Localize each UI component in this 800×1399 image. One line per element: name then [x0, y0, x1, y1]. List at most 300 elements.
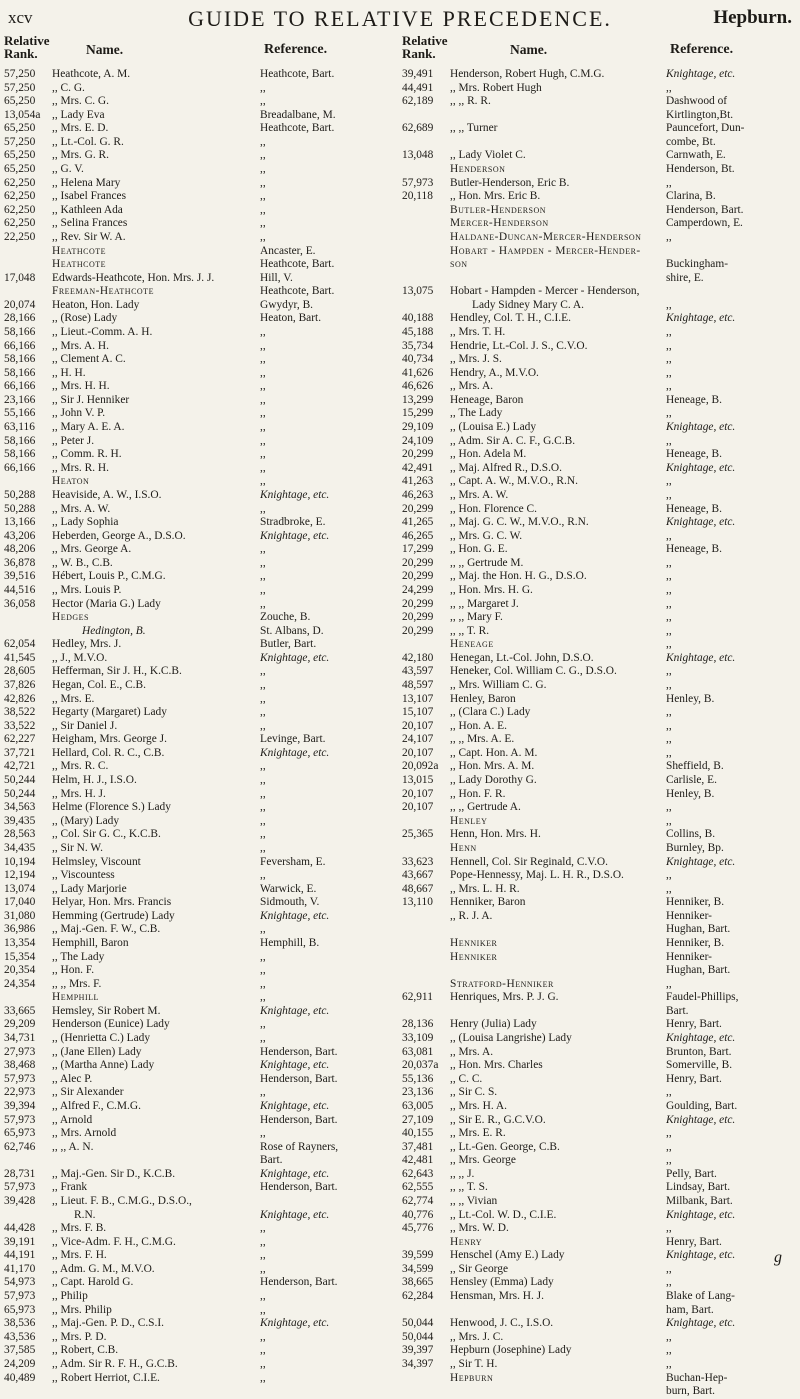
precedence-entry — [4, 367, 396, 381]
reference-value: ,, — [666, 611, 672, 624]
precedence-entry — [4, 353, 396, 367]
reference-value: ,, — [666, 1154, 672, 1167]
precedence-entry — [4, 842, 396, 856]
reference-value: ,, — [666, 230, 672, 243]
entry-name: Henwood, J. C., I.S.O. — [450, 1317, 554, 1330]
precedence-entry — [402, 760, 794, 774]
entry-name: ,, Mrs. W. D. — [450, 1222, 509, 1235]
entry-name: ,, Mrs. A. H. — [52, 339, 109, 352]
entry-name: ,, Lady Marjorie — [52, 882, 127, 895]
precedence-entry — [402, 1317, 794, 1331]
precedence-entry — [4, 1344, 396, 1358]
precedence-entry — [4, 149, 396, 163]
precedence-entry — [4, 991, 396, 1005]
rank-value: 39,428 — [4, 1194, 36, 1207]
precedence-entry — [4, 747, 396, 761]
precedence-entry — [4, 462, 396, 476]
rank-value: 58,166 — [4, 366, 36, 379]
precedence-entry — [4, 1209, 396, 1223]
rank-value: 39,491 — [402, 68, 434, 80]
rank-value: 46,265 — [402, 529, 434, 542]
precedence-entry — [402, 869, 794, 883]
rank-value: 43,597 — [402, 665, 434, 678]
precedence-entry — [4, 1222, 396, 1236]
rank-value — [402, 923, 450, 937]
rank-value: 13,110 — [402, 896, 433, 909]
reference-value: Knightage, etc. — [260, 1004, 330, 1017]
reference-value: ,, — [260, 95, 266, 108]
rank-value: 13,107 — [402, 692, 434, 705]
entry-name: Hemming (Gertrude) Lady — [52, 909, 175, 922]
precedence-entry — [4, 1114, 396, 1128]
rank-value: 66,166 — [4, 339, 36, 352]
precedence-entry — [4, 760, 396, 774]
rank-value: 17,299 — [402, 543, 434, 556]
entry-name: Lady Sidney Mary C. A. — [472, 298, 584, 311]
entry-name: ,, Lady Eva — [52, 108, 105, 121]
entry-name: Henley, Baron — [450, 692, 516, 705]
rank-value: 33,109 — [402, 1032, 434, 1045]
entry-name: Hedley, Mrs. J. — [52, 638, 122, 651]
precedence-entry — [402, 991, 794, 1005]
precedence-entry — [402, 557, 794, 571]
precedence-entry — [4, 978, 396, 992]
reference-value: ,, — [666, 325, 672, 338]
entry-name: ,, Mrs. E. R. — [450, 1127, 506, 1140]
precedence-entry — [402, 1290, 794, 1304]
entry-name: ,, Mrs. George A. — [52, 543, 132, 556]
entry-name: ,, Mrs. William C. G. — [450, 679, 547, 692]
precedence-entry — [402, 217, 794, 231]
rank-value: 62,189 — [402, 95, 434, 108]
rank-value — [402, 109, 450, 123]
entry-name: ,, The Lady — [52, 950, 105, 963]
precedence-entry — [402, 652, 794, 666]
precedence-entry — [4, 733, 396, 747]
reference-value: ,, — [260, 977, 266, 990]
rank-value: 57,973 — [4, 1290, 36, 1303]
precedence-entry — [402, 665, 794, 679]
entry-name: Heathcote — [52, 258, 107, 271]
reference-value: ,, — [260, 393, 266, 406]
entry-name: ,, Hon. A. E. — [450, 719, 507, 732]
reference-value: ,, — [260, 950, 266, 963]
reference-value: ,, — [260, 1290, 266, 1303]
entry-name: ,, (Louisa E.) Lady — [450, 421, 537, 434]
precedence-entry — [4, 516, 396, 530]
reference-value: ,, — [666, 977, 672, 990]
rank-value — [402, 978, 450, 992]
precedence-entry — [402, 489, 794, 503]
entry-name — [450, 109, 666, 123]
precedence-entry — [4, 720, 396, 734]
entry-name: ,, Adm. Sir A. C. F., G.C.B. — [450, 434, 576, 447]
precedence-entry — [402, 1181, 794, 1195]
precedence-entry — [4, 598, 396, 612]
reference-value: Ancaster, E. — [260, 244, 316, 257]
reference-value: Carlisle, E. — [666, 774, 717, 787]
rank-value: 40,734 — [402, 353, 434, 366]
reference-value: ,, — [260, 407, 266, 420]
entry-name: ,, Comm. R. H. — [52, 448, 122, 461]
reference-value: ,, — [260, 597, 266, 610]
reference-value: ,, — [260, 176, 266, 189]
rank-value: 28,731 — [4, 1167, 36, 1180]
reference-value: Warwick, E. — [260, 882, 317, 895]
reference-value: ,, — [260, 1086, 266, 1099]
reference-value: ,, — [260, 570, 266, 583]
precedence-entry — [402, 407, 794, 421]
entry-name: ,, Philip — [52, 1290, 88, 1303]
rank-value: 62,911 — [402, 991, 433, 1004]
precedence-entry — [402, 163, 794, 177]
precedence-entry — [402, 978, 794, 992]
entry-name: ,, Sir Daniel J. — [52, 719, 118, 732]
precedence-entry — [402, 815, 794, 829]
reference-value: Knightage, etc. — [666, 1113, 736, 1126]
reference-value: ,, — [260, 448, 266, 461]
reference-value: Kirtlington,Bt. — [666, 108, 734, 121]
rank-value — [402, 638, 450, 652]
entry-name: ,, Lady Sophia — [52, 516, 119, 529]
entry-name: Hedington, B. — [82, 624, 146, 637]
entry-name: Henniker — [450, 937, 498, 949]
reference-value: Henderson, Bart. — [260, 1181, 338, 1194]
entry-name: ,, ,, Mrs. F. — [52, 977, 102, 990]
entry-name: ,, John V. P. — [52, 407, 106, 420]
precedence-entry — [4, 1154, 396, 1168]
reference-value: Heathcote, Bart. — [260, 122, 335, 135]
entry-name: Hendry, A., M.V.O. — [450, 366, 539, 379]
precedence-entry — [4, 625, 396, 639]
reference-value: ,, — [666, 407, 672, 420]
precedence-entry — [4, 869, 396, 883]
precedence-entry — [402, 1222, 794, 1236]
rank-value: 13,075 — [402, 285, 434, 298]
reference-value: Henderson, Bart. — [260, 1045, 338, 1058]
entry-name: Hefferman, Sir J. H., K.C.B. — [52, 665, 182, 678]
entry-name: Henniker, Baron — [450, 896, 526, 909]
rank-value: 65,250 — [4, 163, 36, 176]
reference-value: Knightage, etc. — [666, 1249, 736, 1262]
entry-name: ,, Mrs. F. H. — [52, 1249, 107, 1262]
precedence-entry — [402, 503, 794, 517]
rank-value: 42,826 — [4, 692, 36, 705]
precedence-entry — [4, 638, 396, 652]
rank-value: 28,605 — [4, 665, 36, 678]
precedence-entry — [402, 584, 794, 598]
rank-value: 41,263 — [402, 475, 434, 488]
precedence-entry — [402, 1005, 794, 1019]
rank-value: 34,599 — [402, 1262, 434, 1275]
precedence-entry — [402, 910, 794, 924]
reference-value: ,, — [260, 679, 266, 692]
reference-value: ,, — [260, 760, 266, 773]
rank-value: 43,667 — [402, 869, 434, 882]
rank-value: 57,250 — [4, 135, 36, 148]
entry-name: ,, Arnold — [52, 1113, 93, 1126]
reference-value: ,, — [260, 706, 266, 719]
rank-value — [402, 163, 450, 177]
entry-name: Henley — [450, 814, 488, 827]
entry-name: ,, Sir George — [450, 1262, 508, 1275]
rank-value: 50,244 — [4, 787, 36, 800]
reference-value: ,, — [260, 1032, 266, 1045]
reference-value: Bart. — [260, 1154, 283, 1167]
entry-name: Heberden, George A., D.S.O. — [52, 529, 186, 542]
entry-name: ,, Maj. Alfred R., D.S.O. — [450, 461, 563, 474]
rank-value: 29,209 — [4, 1018, 36, 1031]
entry-name: ,, Helena Mary — [52, 176, 121, 189]
reference-value: Clarina, B. — [666, 190, 716, 203]
precedence-entry — [402, 923, 794, 937]
entry-name: Haldane-Duncan-Mercer-Henderson — [450, 230, 642, 243]
precedence-entry — [4, 1005, 396, 1019]
reference-value: burn, Bart. — [666, 1385, 716, 1398]
precedence-entry — [4, 231, 396, 245]
precedence-entry — [402, 1018, 794, 1032]
reference-value: ,, — [260, 1235, 266, 1248]
rank-value: 12,194 — [4, 869, 36, 882]
rank-value — [4, 625, 52, 639]
rank-value — [4, 611, 52, 625]
precedence-entry — [402, 1263, 794, 1277]
reference-value: Bart. — [666, 1004, 689, 1017]
rank-value: 38,522 — [4, 706, 36, 719]
entry-name: ,, (Rose) Lady — [52, 312, 118, 325]
reference-value: ,, — [666, 597, 672, 610]
precedence-entry — [4, 1073, 396, 1087]
precedence-entry — [4, 95, 396, 109]
precedence-entry — [402, 1114, 794, 1128]
entry-name: ,, Hon. Florence C. — [450, 502, 537, 515]
entry-name: Heaton, Hon. Lady — [52, 298, 140, 311]
entry-name: ,, Mrs. Robert Hugh — [450, 81, 542, 94]
precedence-entry — [402, 1100, 794, 1114]
rank-value — [402, 245, 450, 259]
rank-value: 55,166 — [4, 407, 36, 420]
reference-value: ,, — [260, 135, 266, 148]
rank-value: 33,665 — [4, 1004, 36, 1017]
reference-value: Henniker- — [666, 950, 712, 963]
reference-value: ,, — [666, 719, 672, 732]
entry-name: ,, Lt.-Col. W. D., C.I.E. — [450, 1208, 557, 1221]
reference-value: Heneage, B. — [666, 543, 722, 556]
entry-name: ,, Hon. Mrs. Charles — [450, 1059, 543, 1072]
rank-value: 40,489 — [4, 1371, 36, 1384]
entry-name: Hemphill — [52, 991, 99, 1004]
reference-value: Heneage, B. — [666, 502, 722, 515]
rank-value: 34,397 — [402, 1357, 434, 1370]
rank-value: 15,354 — [4, 950, 36, 963]
reference-value: ,, — [260, 1330, 266, 1343]
rank-value: 15,107 — [402, 706, 434, 719]
entry-name: Hendley, Col. T. H., C.I.E. — [450, 312, 571, 325]
reference-value: Breadalbane, M. — [260, 108, 336, 121]
reference-value: Buckingham- — [666, 258, 729, 271]
reference-value: Henderson, Bart. — [260, 1276, 338, 1289]
precedence-entry — [4, 258, 396, 272]
reference-value: Knightage, etc. — [666, 1317, 736, 1330]
reference-value: ,, — [666, 665, 672, 678]
rank-value: 38,468 — [4, 1059, 36, 1072]
reference-value: Blake of Lang- — [666, 1290, 735, 1303]
reference-value: ,, — [666, 1127, 672, 1140]
precedence-entry — [402, 340, 794, 354]
page-title: GUIDE TO RELATIVE PRECEDENCE. — [188, 6, 612, 31]
reference-value: Levinge, Bart. — [260, 733, 326, 746]
reference-value: Knightage, etc. — [260, 909, 330, 922]
precedence-entry — [4, 177, 396, 191]
entry-name: Edwards-Heathcote, Hon. Mrs. J. J. — [52, 271, 215, 284]
entry-name: ,, Alfred F., C.M.G. — [52, 1099, 141, 1112]
name-header: Name. — [86, 42, 124, 57]
entry-name: ,, G. V. — [52, 163, 84, 176]
rank-value: 62,250 — [4, 203, 36, 216]
rank-value: 44,428 — [4, 1222, 36, 1235]
entry-name: ,, ,, Turner — [450, 122, 498, 135]
entry-name: ,, Robert, C.B. — [52, 1344, 119, 1357]
rank-value — [4, 1154, 52, 1168]
reference-value: Knightage, etc. — [260, 488, 330, 501]
reference-value: ,, — [260, 665, 266, 678]
entry-name: ,, ,, Margaret J. — [450, 597, 519, 610]
precedence-entry — [4, 896, 396, 910]
reference-value: Henry, Bart. — [666, 1072, 722, 1085]
reference-value: ,, — [260, 814, 266, 827]
entry-name: ,, Capt. Harold G. — [52, 1276, 134, 1289]
rank-value: 20,354 — [4, 964, 36, 977]
entry-name: ,, Mrs. C. G. — [52, 95, 109, 108]
precedence-entry — [4, 815, 396, 829]
rank-value: 37,585 — [4, 1344, 36, 1357]
precedence-entry — [402, 1372, 794, 1386]
rank-value: 50,044 — [402, 1317, 434, 1330]
rank-value: 66,166 — [4, 380, 36, 393]
entry-name: ,, ,, Vivian — [450, 1194, 498, 1207]
reference-value — [260, 1195, 396, 1209]
rank-value: 20,299 — [402, 502, 434, 515]
precedence-entry — [4, 272, 396, 286]
rank-header: Relative Rank. — [4, 33, 50, 61]
reference-value: Heathcote, Bart. — [260, 285, 335, 298]
rank-value: 20,074 — [4, 298, 36, 311]
precedence-entry — [402, 516, 794, 530]
entry-name: ,, Mrs. George — [450, 1154, 516, 1167]
reference-value: ,, — [260, 841, 266, 854]
rank-value: 45,776 — [402, 1222, 434, 1235]
reference-header: Reference. — [670, 42, 734, 57]
rank-value: 23,136 — [402, 1086, 434, 1099]
precedence-entry — [4, 937, 396, 951]
entry-name: Hepburn — [450, 1371, 494, 1384]
entry-name: Henderson (Eunice) Lady — [52, 1018, 170, 1031]
reference-value: ,, — [260, 325, 266, 338]
entry-name: Hensman, Mrs. H. J. — [450, 1290, 544, 1303]
rank-value: 65,250 — [4, 122, 36, 135]
reference-value: ,, — [260, 774, 266, 787]
precedence-entry — [402, 1073, 794, 1087]
reference-value: Knightage, etc. — [666, 1208, 736, 1221]
entry-name: Hobart - Hampden - Mercer-Hender- — [450, 244, 641, 257]
reference-value: Heathcote, Bart. — [260, 68, 335, 80]
precedence-entry — [4, 1127, 396, 1141]
rank-value: 65,973 — [4, 1127, 36, 1140]
reference-value: Feversham, E. — [260, 855, 326, 868]
reference-value: ham, Bart. — [666, 1303, 714, 1316]
precedence-entry — [4, 611, 396, 625]
rank-value: 48,206 — [4, 543, 36, 556]
precedence-entry — [402, 1086, 794, 1100]
reference-value: Henderson, Bt. — [666, 163, 735, 176]
precedence-entry — [402, 1168, 794, 1182]
entry-name: Hedges — [52, 611, 90, 624]
reference-value: ,, — [666, 488, 672, 501]
rank-value: 15,299 — [402, 407, 434, 420]
reference-value: Henniker, B. — [666, 937, 725, 949]
entry-name: ,, Maj. G. C. W., M.V.O., R.N. — [450, 516, 589, 529]
precedence-entry — [402, 733, 794, 747]
entry-name: Helme (Florence S.) Lady — [52, 801, 171, 814]
precedence-entry — [4, 1059, 396, 1073]
reference-value: Knightage, etc. — [666, 312, 736, 325]
precedence-entry — [402, 326, 794, 340]
entry-name: ,, Mrs. A. — [450, 380, 494, 393]
entry-name: Hendrie, Lt.-Col. J. S., C.V.O. — [450, 339, 588, 352]
precedence-entry — [402, 82, 794, 96]
reference-value: ,, — [260, 828, 266, 841]
entry-name: Henn, Hon. Mrs. H. — [450, 828, 541, 841]
reference-value: ,, — [666, 624, 672, 637]
entry-name — [450, 136, 666, 150]
reference-value: ,, — [260, 719, 266, 732]
rank-value: 17,048 — [4, 271, 36, 284]
precedence-entry — [4, 245, 396, 259]
precedence-entry — [402, 285, 794, 299]
entry-name: Stratford-Henniker — [450, 977, 554, 990]
reference-value: Knightage, etc. — [260, 746, 330, 759]
entry-name: ,, Isabel Frances — [52, 190, 127, 203]
entry-name: ,, Mrs. P. D. — [52, 1330, 107, 1343]
precedence-entry — [402, 1127, 794, 1141]
precedence-entry — [402, 394, 794, 408]
entry-name: ,, Hon. F. — [52, 964, 95, 977]
entry-name: ,, Selina Frances — [52, 217, 128, 230]
rank-value: 27,973 — [4, 1045, 36, 1058]
rank-value: 62,746 — [4, 1140, 36, 1153]
rank-value: 62,227 — [4, 733, 36, 746]
precedence-entry — [4, 801, 396, 815]
entry-name: Hellard, Col. R. C., C.B. — [52, 746, 165, 759]
entry-name: ,, Mrs. E. — [52, 692, 95, 705]
precedence-entry — [4, 489, 396, 503]
entry-name: ,, Mrs. A. — [450, 1045, 494, 1058]
precedence-entry — [402, 842, 794, 856]
reference-value: ,, — [666, 176, 672, 189]
reference-value: ,, — [666, 298, 672, 311]
rank-value: 44,516 — [4, 583, 36, 596]
precedence-entry — [402, 951, 794, 965]
reference-value: ,, — [666, 366, 672, 379]
rank-value: 50,288 — [4, 502, 36, 515]
reference-value: Camperdown, E. — [666, 217, 743, 230]
entry-name: ,, Adm. Sir R. F. H., G.C.B. — [52, 1357, 178, 1370]
reference-value: ,, — [666, 353, 672, 366]
rank-value — [402, 964, 450, 978]
rank-value: 24,299 — [402, 583, 434, 596]
rank-value: 20,299 — [402, 556, 434, 569]
reference-value: Heaton, Bart. — [260, 312, 322, 325]
